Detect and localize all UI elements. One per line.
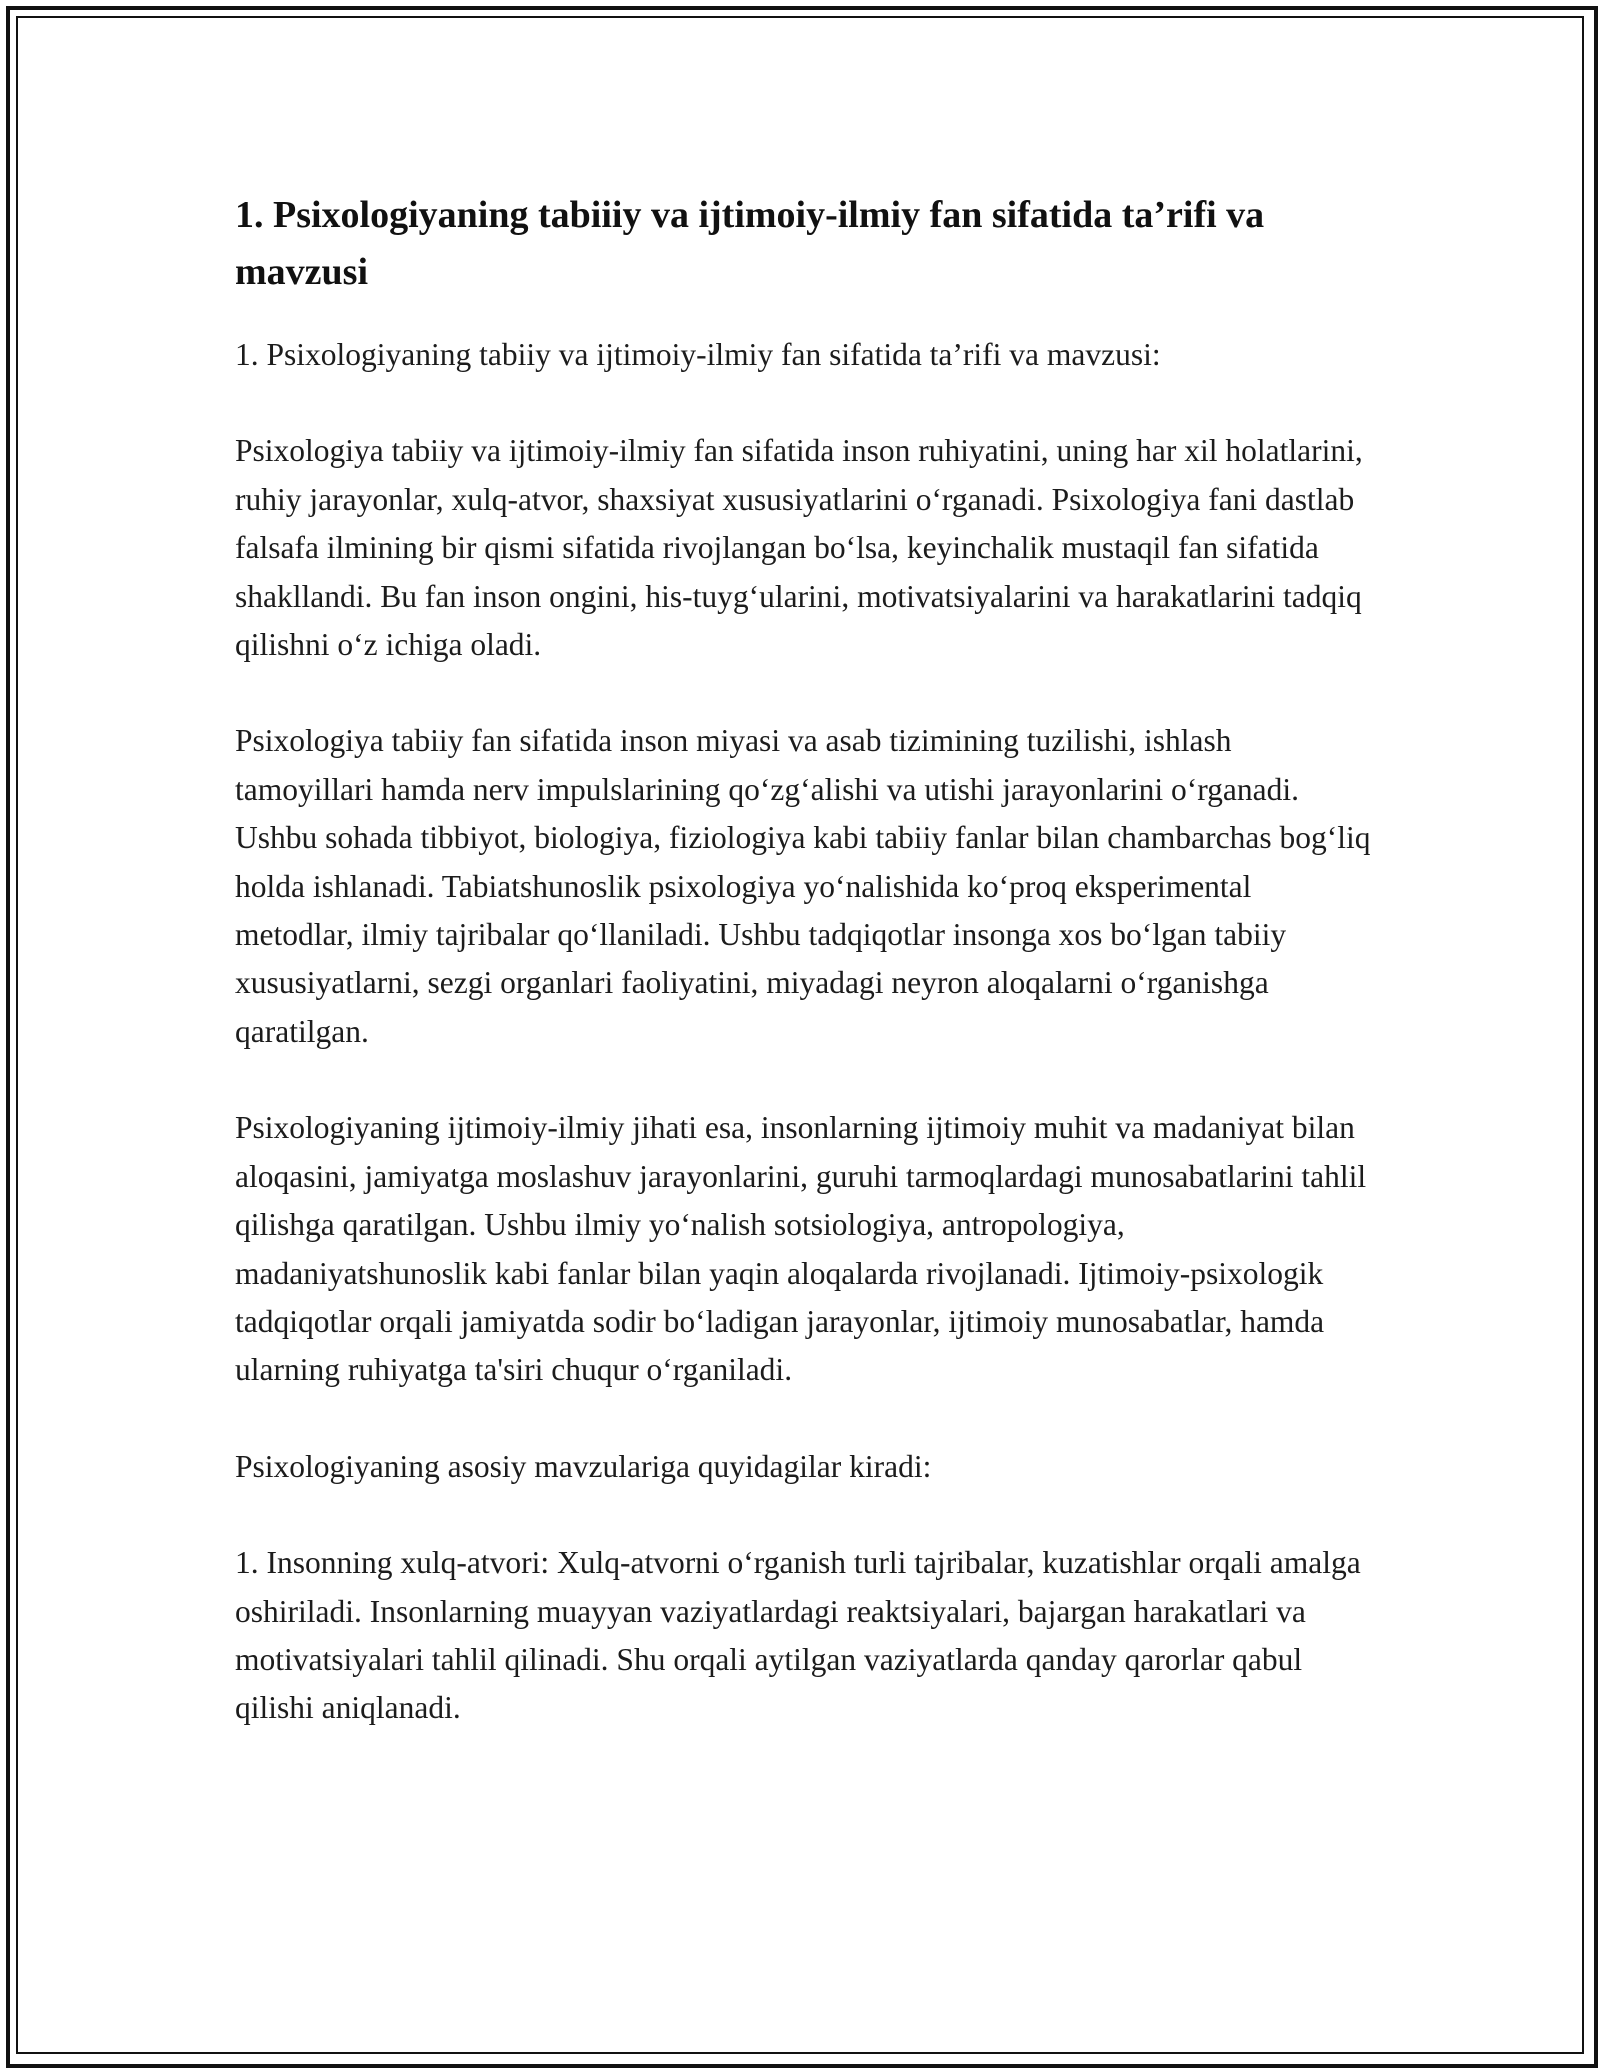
paragraph-definition: Psixologiya tabiiy va ijtimoiy-ilmiy fan sifatida inson ruhiyatini, uning har xil holatlarini, ruhiy jarayonlar, xulq-atvor, shaxsiyat xususiyatlarini o‘rganadi. Psixologiya fani dastlab falsafa ilmining bir qismi sifatida rivojlangan bo‘lsa, keyinchalik mustaqil fan sifatida shakllandi. Bu fan inson ongini, his-tuyg‘ularini, motivatsiyalarini va harakatlarini tadqiq qilishni o‘z ichiga oladi. [235, 433, 1363, 663]
paragraph-intro: 1. Psixologiyaning tabiiy va ijtimoiy-ilmiy fan sifatida ta’rifi va mavzusi: [235, 337, 1161, 372]
paragraph-natural-science: Psixologiya tabiiy fan sifatida inson miyasi va asab tizimining tuzilishi, ishlash tamoyillari hamda nerv impulslarining qo‘zg‘alishi va utishi jarayonlarini o‘rganadi. Ushbu sohada tibbiyot, biologiya, fiziologiya kabi tabiiy fanlar bilan chambarchas bog‘liq holda ishlanadi. Tabiatshunoslik psixologiya yo‘nalishida ko‘proq eksperimental metodlar, ilmiy tajribalar qo‘llaniladi. Ushbu tadqiqotlar insonga xos bo‘lgan tabiiy xususiyatlarni, sezgi organlari faoliyatini, miyadagi neyron aloqalarni o‘rganishga qaratilgan. [235, 723, 1371, 1049]
paragraph-social-science: Psixologiyaning ijtimoiy-ilmiy jihati esa, insonlarning ijtimoiy muhit va madaniyat bilan aloqasini, jamiyatga moslashuv jarayonlarini, guruhi tarmoqlardagi munosabatlarini tahlil qilishga qaratilgan. Ushbu ilmiy yo‘nalish sotsiologiya, antropologiya, madaniyatshunoslik kabi fanlar bilan yaqin aloqalarda rivojlanadi. Ijtimoiy-psixologik tadqiqotlar orqali jamiyatda sodir bo‘ladigan jarayonlar, ijtimoiy munosabatlar, hamda ularning ruhiyatga ta'siri chuqur o‘rganiladi. [235, 1110, 1367, 1388]
document-body [235, 187, 1375, 1781]
document-title: 1. Psixologiyaning tabiiiy va ijtimoiy-ilmiy fan sifatida ta’rifi va mavzusi [235, 194, 1265, 293]
paragraph-topic-behavior: 1. Insonning xulq-atvori: Xulq-atvorni o‘rganish turli tajribalar, kuzatishlar orqali amalga oshiriladi. Insonlarning muayyan vaziyatlardagi reaktsiyalari, bajargan harakatlari va motivatsiyalari tahlil qilinadi. Shu orqali aytilgan vaziyatlarda qanday qarorlar qabul qilishi aniqlanadi. [235, 1545, 1361, 1726]
paragraph-topics-intro: Psixologiyaning asosiy mavzulariga quyidagilar kiradi: [235, 1448, 932, 1484]
